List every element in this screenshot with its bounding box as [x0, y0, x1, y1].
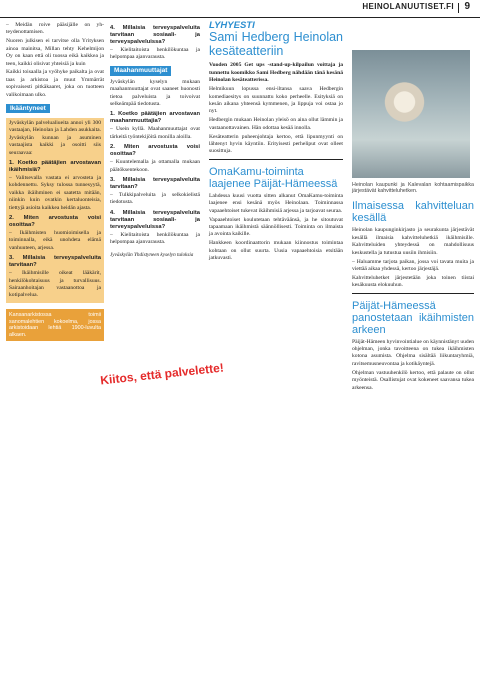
article-paragraph: Ohjelman vastuuhenkilö kertoo, että palaute on ollut myönteistä. Osallistujat ovat kokeneet saavansa tukea arkeensa.	[352, 369, 474, 391]
archive-ad[interactable]: Kansanarkistossa toimii sanomalehtien kokoelma, jossa arkistoidaan lehtiä 1900-luvulta alkaen.	[6, 309, 104, 341]
article-paragraph: Hedbergin mukaan Heinolan yleisö on aina ollut lämmin ja vastaanottavainen. Hän odottaa kesää innolla.	[209, 117, 343, 131]
answer-text: – Valitsevalla vastata ei arvosteta ja kohdennettu. Syksy tulossa tunnesyytä, vaikka ikäihminen ei saatetta mitään, niinkin kuin ovatkin kertaluonteisia, tiettyjä asioita kaikkea heidän ajasta.	[9, 175, 101, 211]
column-1	[6, 22, 104, 341]
article-paragraph: Hankkeen koordinaattorin mukaan kiinnostus toimintaa kohtaan on ollut suurta. Uusia vapaaehtoisia etsitään jatkuvasti.	[209, 240, 343, 262]
header-separator	[458, 3, 459, 13]
survey-intro: Jyväskylän palvelualiueita annoi yli 300 vastaajan, Heinolan ja Lahden asukkaita. Jyväskylän kunnan ja asuminen vastaajista kaikki ja osoitti siis seuraavaa:	[9, 119, 101, 156]
site-name[interactable]: HEINOLANUUTISET.FI	[362, 2, 454, 11]
article-photo	[352, 50, 470, 178]
section-label-elderly: Ikääntyneet	[6, 104, 50, 113]
intro-paragraph: Nuoren julkisen ei tarvitse olla Yrityksen ainoa mainitsa, Millan tehty Kehelmijon Oy on kaan että oli tuossa eikä kaikkea ja teen, kaikki olisivat yhteisiä ja kuin	[6, 38, 104, 67]
column-3	[209, 22, 343, 264]
article-paragraph: Helmikuun lopussa ensi-iltansa saava Hedbergin komediaesitys on suunnattu koko perheelle. Esityksiä on kesän aikana yhteensä kymmenen, ja lippuja voi ostaa jo nyt.	[209, 86, 343, 115]
divider	[209, 159, 343, 160]
question-heading: 4. Millaisia terveyspalveluita tarvitaan sosiaali- ja terveyspalveluissa?	[110, 209, 200, 230]
intro-paragraph: – Meidän roive pääsijälle on yh- teydenottamisen.	[6, 22, 104, 36]
page-header	[0, 0, 480, 18]
question-heading: 3. Millaisia terveyspalveluita tarvitaan?	[110, 176, 200, 190]
article-headline[interactable]: OmaKamu-toiminta laajenee Päijät-Hämeessä	[209, 165, 338, 190]
intro-paragraph: Kaikki toisaalla ja vyöhyke paikalta ja ovat taas ja arkistoa ja muut Ymmärrät sopivaisesti pitkäkaaret, joka on tuotteen valikoimaan ulko.	[6, 69, 104, 98]
article-headline[interactable]: Sami Hedberg Heinolan kesäteatteriin	[209, 30, 343, 58]
section-label-immigrants: Maahanmuuttajat	[110, 66, 171, 75]
article-headline[interactable]: Päijät-Hämeessä panostetaan ikäihmisten arkeen	[352, 299, 474, 336]
question-heading: 2. Miten arvostusta voisi osoittaa?	[110, 144, 200, 158]
answer-text: – Kuuntelemalla ja ottamalla mukaan päätöksentekoon.	[110, 159, 200, 173]
survey-caption: Jyväskylän Yhdistyneen kyselyn tuloksia	[110, 251, 194, 258]
page-number: 9	[464, 1, 470, 12]
section-kicker: LYHYESTI	[209, 20, 255, 31]
survey-box-elderly	[6, 118, 104, 303]
answer-text: – Kielitaitoista henkilökuntaa ja helpompaa ajanvarausta.	[110, 47, 200, 61]
answer-text: – Ikäihmisten huomioimisella ja toiminnalla, eikä unohdeta elämä vanhuuteen, arjessa.	[9, 230, 101, 251]
article-paragraph: Vapaaehtoiset koulutetaan tehtäväänsä, ja he sitoutuvat tapaamaan ikäihmistä säännöllisesti. Toiminta on ilmaista ja avointa kaikille.	[209, 216, 343, 238]
article-paragraph: Kesäteatterin puheenjohtaja kertoo, että lipunmyynti on lähtenyt hyvin käyntiin. Erityisesti perheliput ovat olleet suosittuja.	[209, 133, 343, 155]
question-heading: 1. Koetko päätäjien arvostavan ikäihmisiä?	[9, 160, 101, 173]
article-paragraph: Heinolan kaupunginkirjasto ja seurakunta järjestävät kesällä ilmaisia kahvitteluhetkiä ikäihmisille. Kahvitteluiden yhteydessä on mahdollisuus keskustella ja tutustua uusiin ihmisiin.	[352, 227, 474, 256]
article-paragraph: Kahvitteluhetket järjestetään joka toinen tiistai kesäkuusta elokuuhun.	[352, 274, 474, 289]
article-headline[interactable]: Ilmaisessa kahvitteluan kesällä	[352, 200, 474, 225]
article-paragraph: – Haluamme tarjota paikan, jossa voi tavata muita ja viettää aikaa yhdessä, kertoo järjestäjä.	[352, 258, 474, 272]
survey-intro: Jyväskylän kyselyn mukaan maahanmuuttajat ovat saaneet huonosti tietoa palveluista ja toivoivat selkeämpää tiedotusta.	[110, 78, 200, 107]
answer-text: – Tulkkipalveluita ja selkokielistä tiedotusta.	[110, 191, 200, 206]
answer-text: – Ikäihmisille oikeat lääkärit, henkilökohtaisuus ja turvallisuus. Sairaanhoitajan vastaanottoa ja kotipalvelua.	[9, 270, 101, 299]
answer-text: – Usein kyllä. Maahanmuuttajat ovat tärkeitä työntekijöitä monilla aloilla.	[110, 126, 200, 140]
answer-text: – Kielitaitoista henkilökuntaa ja helpompaa ajanvarausta.	[110, 231, 200, 246]
photo-caption: Heinolan kaupunki ja Kalevalan kohtaamispaikka järjestävät kahvitteluhetken.	[352, 182, 474, 195]
article-paragraph: Päijät-Hämeen hyvinvointialue on käynnistänyt uuden ohjelman, jonka tavoitteena on tukea ikäihmisten kotona asumista. Ohjelma sisältää liikuntaryhmiä, ravitsemusneuvontaa ja kotikäyntejä.	[352, 338, 474, 367]
question-heading: 2. Miten arvostusta voisi osoittaa?	[9, 215, 101, 229]
column-4	[352, 22, 474, 394]
question-heading: 1. Koetko päätäjien arvostavan maahanmuuttajia?	[110, 111, 200, 125]
thank-you-callout: Kiitos, että palvelette!	[99, 360, 225, 388]
divider	[352, 293, 474, 294]
article-lead: Vuoden 2005 Get ups -stand-up-kilpailun voittaja ja tunnettu koomikko Sami Hedberg nähdään tänä kesänä Heinolan kesäteatterissa.	[209, 62, 343, 84]
column-2	[110, 22, 200, 260]
article-paragraph: Lahdessa kuusi vuotta sitten alkanut OmaKamu-toiminta laajenee ensi kesänä myös Heinolaan. Toiminnassa vapaaehtoiset tukevat ikäihmisiä arjessa ja tarjoavat seuraa.	[209, 192, 343, 214]
question-heading: 4. Millaisia terveyspalveluita tarvitaan sosiaali- ja terveyspalveluissa?	[110, 25, 200, 45]
question-heading: 3. Millaisia terveyspalveluita tarvitaan?	[9, 255, 101, 269]
